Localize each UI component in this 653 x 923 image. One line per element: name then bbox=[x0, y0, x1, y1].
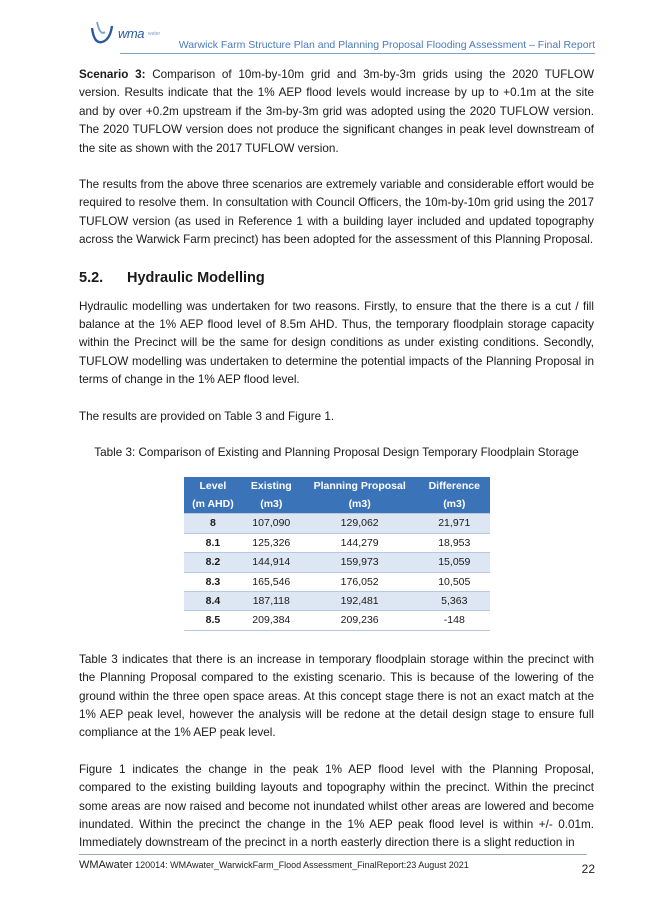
col-existing-header: Existing (m3) bbox=[242, 477, 300, 514]
section-title: Hydraulic Modelling bbox=[127, 269, 265, 286]
level-cell: 8.4 bbox=[184, 591, 243, 610]
level-cell: 8.1 bbox=[184, 533, 243, 552]
table-row bbox=[184, 572, 490, 591]
difference-cell: 21,971 bbox=[419, 514, 489, 533]
logo-subtext: water bbox=[148, 31, 161, 37]
existing-cell: 125,326 bbox=[242, 533, 300, 552]
company-logo bbox=[88, 18, 188, 50]
footer-document-id: 120014: WMAwater_WarwickFarm_Flood Assessment_FinalReport:23 August 2021 bbox=[132, 860, 469, 870]
wave-logo-icon bbox=[88, 18, 118, 48]
table-row bbox=[184, 514, 490, 533]
existing-cell: 107,090 bbox=[242, 514, 300, 533]
table-row bbox=[184, 611, 490, 630]
table-header-row bbox=[184, 477, 490, 514]
proposal-cell: 176,052 bbox=[300, 572, 419, 591]
scenario3-label: Scenario 3: bbox=[79, 68, 146, 81]
footer-reference bbox=[79, 859, 469, 871]
storage-table bbox=[184, 477, 490, 631]
table-row bbox=[184, 591, 490, 610]
proposal-cell: 144,279 bbox=[300, 533, 419, 552]
figure-discussion-paragraph: Figure 1 indicates the change in the peak 1% AEP flood level with the Planning Proposal, compared to the existing building layouts and topography within the precinct. Within the precinct some areas are now raised and become not inundated whilst other areas are lowered and become inundated. Within the precinct the change in the 1% AEP peak flood level is within +/- 0.01m. Immediately downstream of the precinct in a north easterly direction there is a slight reduction in bbox=[79, 762, 594, 850]
section-heading bbox=[79, 268, 594, 288]
hydraulic-modelling-paragraph: Hydraulic modelling was undertaken for two reasons. Firstly, to ensure that the there is a cut / fill balance at the 1% AEP flood level of 8.5m AHD. Thus, the temporary floodplain storage capacity within the Precinct will be the same for design conditions as under existing conditions. Secondly, TUFLOW modelling was undertaken to determine the potential impacts of the Planning Proposal in terms of change in the 1% AEP flood level. bbox=[79, 299, 594, 387]
level-cell: 8.5 bbox=[184, 611, 243, 630]
report-header-title: Warwick Farm Structure Plan and Planning Proposal Flooding Assessment – Final Report bbox=[178, 39, 595, 51]
level-cell: 8.2 bbox=[184, 553, 243, 572]
existing-cell: 165,546 bbox=[242, 572, 300, 591]
scenario3-paragraph bbox=[79, 66, 594, 158]
table-discussion-paragraph: Table 3 indicates that there is an increase in temporary floodplain storage within the precinct with the Planning Proposal compared to the existing scenario. This is because of the lowering of the ground within the three open space areas. At this concept stage there is not an exact match at the 1% AEP peak level, however the analysis will be redone at the detail design stage to ensure full compliance at the 1% AEP peak level. bbox=[79, 652, 594, 740]
scenario3-text: Comparison of 10m-by-10m grid and 3m-by-3m grids using the 2020 TUFLOW version. Results indicate that the 1% AEP flood levels would increase by up to +0.1m at the site and by over +0.2m upstream if the 3m-by-3m grid was adopted using the 2020 TUFLOW version. The 2020 TUFLOW version does not produce the significant changes in peak level downstream of the site as shown with the 2017 TUFLOW version. bbox=[79, 68, 594, 155]
footer-divider bbox=[79, 854, 587, 855]
difference-cell: 10,505 bbox=[419, 572, 489, 591]
existing-cell: 209,384 bbox=[242, 611, 300, 630]
logo-text: wma bbox=[118, 26, 144, 41]
existing-cell: 187,118 bbox=[242, 591, 300, 610]
table-caption: Table 3: Comparison of Existing and Planning Proposal Design Temporary Floodplain Storage bbox=[94, 446, 579, 460]
proposal-cell: 209,236 bbox=[300, 611, 419, 630]
level-cell: 8 bbox=[184, 514, 243, 533]
results-reference-paragraph: The results are provided on Table 3 and Figure 1. bbox=[79, 409, 335, 423]
col-level-header: Level (m AHD) bbox=[184, 477, 243, 514]
section-number: 5.2. bbox=[79, 269, 104, 286]
proposal-cell: 192,481 bbox=[300, 591, 419, 610]
header-divider bbox=[120, 53, 595, 54]
difference-cell: 5,363 bbox=[419, 591, 489, 610]
col-proposal-header: Planning Proposal (m3) bbox=[300, 477, 419, 514]
page-content bbox=[79, 66, 594, 869]
table-row bbox=[184, 533, 490, 552]
difference-cell: -148 bbox=[419, 611, 489, 630]
results-paragraph: The results from the above three scenarios are extremely variable and considerable effort would be required to resolve them. In consultation with Council Officers, the 10m-by-10m grid using the 2017 TUFLOW version (as used in Reference 1 with a building layer included and updated topography across the Warwick Farm precinct) has been adopted for the assessment of this Planning Proposal. bbox=[79, 178, 594, 247]
level-cell: 8.3 bbox=[184, 572, 243, 591]
proposal-cell: 159,973 bbox=[300, 553, 419, 572]
col-difference-header: Difference (m3) bbox=[419, 477, 489, 514]
difference-cell: 18,953 bbox=[419, 533, 489, 552]
page-number: 22 bbox=[581, 862, 595, 876]
proposal-cell: 129,062 bbox=[300, 514, 419, 533]
table-row bbox=[184, 553, 490, 572]
difference-cell: 15,059 bbox=[419, 553, 489, 572]
footer-brand: WMAwater bbox=[79, 859, 133, 871]
existing-cell: 144,914 bbox=[242, 553, 300, 572]
